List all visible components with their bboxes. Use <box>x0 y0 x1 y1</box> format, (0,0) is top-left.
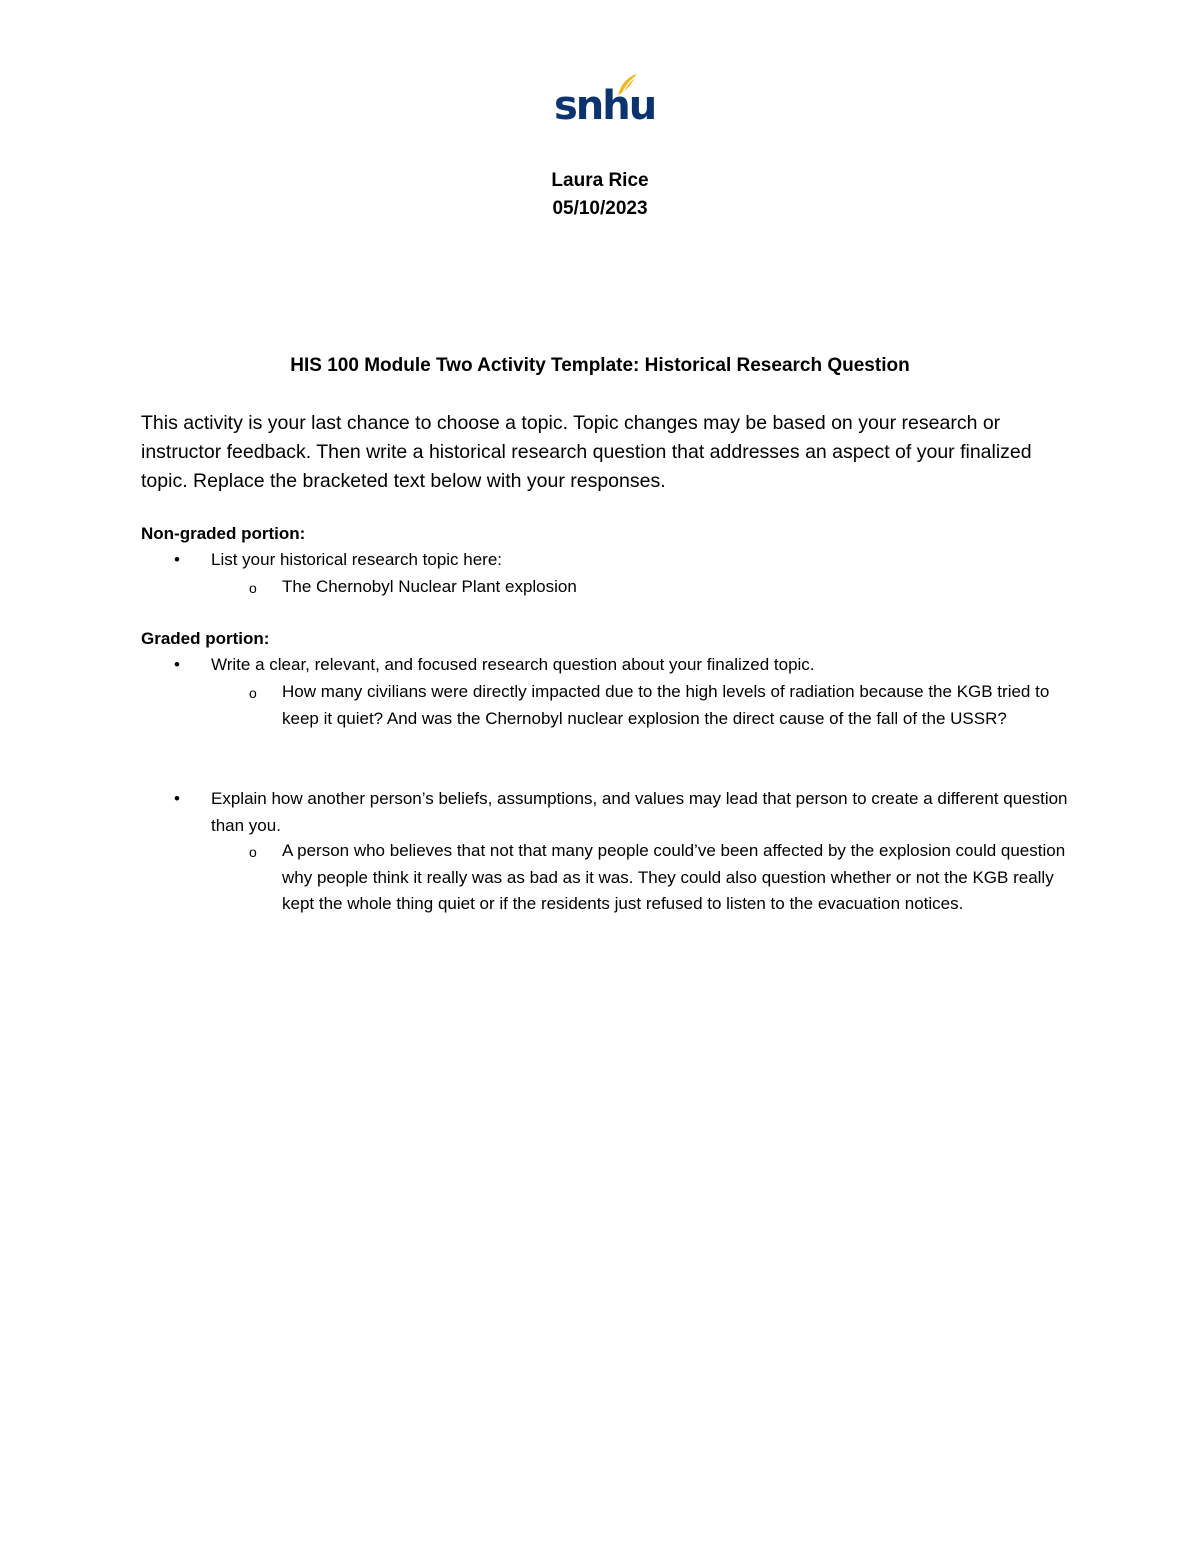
author-name: Laura Rice <box>551 170 649 191</box>
graded-answer-1: How many civilians were directly impacted due to the high levels of radiation because the KGB tried to keep it quiet? And was the Chernobyl nuclear explosion the direct cause of the fall of the USSR? <box>282 682 1050 728</box>
graded-bullet-2: Explain how another person’s beliefs, assumptions, and values may lead that person to create a different question than you. <box>211 789 1068 835</box>
graded-answer-2: A person who believes that not that many people could’ve been affected by the explosion could question why people think it really was as bad as it was. They could also question whether or not the KGB really kept the whole thing quiet or if the residents just refused to listen to the evacuation notices. <box>282 841 1066 913</box>
graded-label: Graded portion: <box>141 629 270 648</box>
logo-wordmark: snhu <box>554 83 656 129</box>
sub-bullet-marker: o <box>249 685 257 701</box>
nongraded-label: Non-graded portion: <box>141 524 306 543</box>
bullet-marker: • <box>174 655 180 674</box>
page-title: HIS 100 Module Two Activity Template: Historical Research Question <box>290 355 910 376</box>
nongraded-bullet: List your historical research topic here: <box>211 550 503 569</box>
bullet-marker: • <box>174 789 180 808</box>
sub-bullet-marker: o <box>249 844 257 860</box>
bullet-marker: • <box>174 550 180 569</box>
nongraded-answer: The Chernobyl Nuclear Plant explosion <box>282 577 577 596</box>
graded-bullet-1: Write a clear, relevant, and focused research question about your finalized topic. <box>211 655 815 674</box>
sub-bullet-marker: o <box>249 580 257 596</box>
snhu-logo <box>554 72 656 134</box>
intro-paragraph: This activity is your last chance to choose a topic. Topic changes may be based on your research or instructor feedback. Then write a historical research question that addresses an aspect of your finalized topic. Replace the bracketed text below with your responses. <box>141 412 1032 492</box>
document-date: 05/10/2023 <box>552 198 648 219</box>
